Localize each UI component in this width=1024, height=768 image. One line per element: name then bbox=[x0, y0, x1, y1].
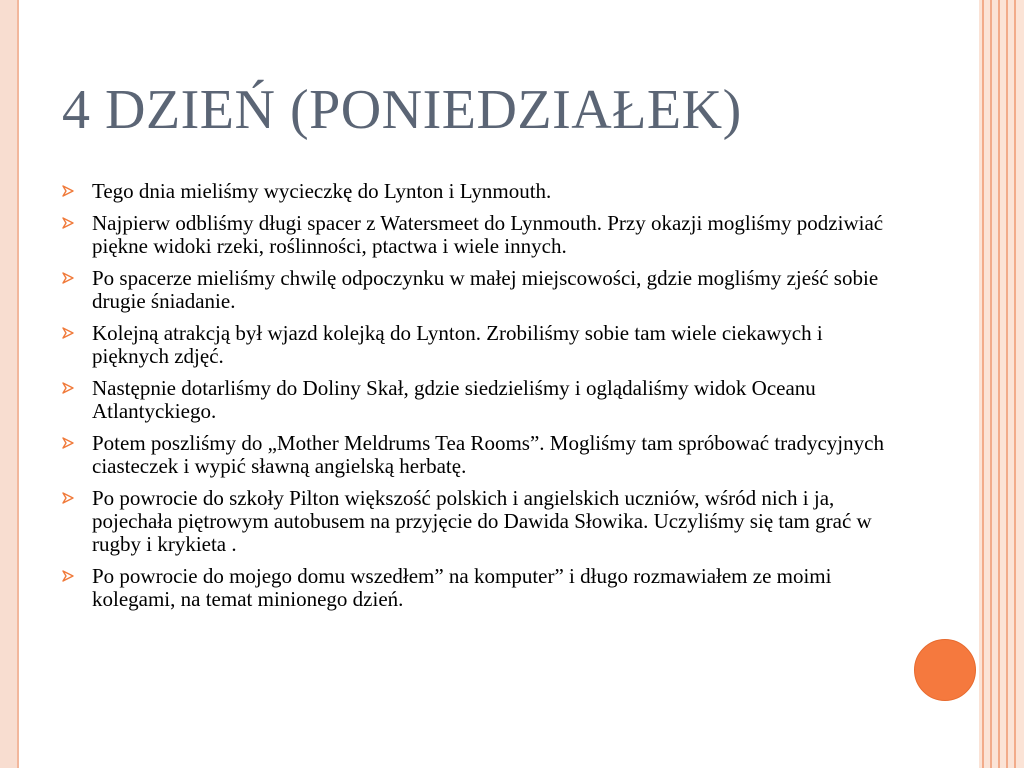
right-frame-stripe bbox=[982, 0, 984, 768]
arrowhead-bullet-icon bbox=[62, 217, 74, 229]
arrowhead-bullet-icon bbox=[62, 492, 74, 504]
right-frame-stripe bbox=[990, 0, 992, 768]
bullet-item bbox=[62, 565, 902, 611]
left-frame-line bbox=[17, 0, 19, 768]
arrowhead-bullet-icon bbox=[62, 570, 74, 582]
right-frame-band bbox=[979, 0, 1024, 768]
right-frame-stripe bbox=[1006, 0, 1008, 768]
bullet-text: Następnie dotarliśmy do Doliny Skał, gdzie siedzieliśmy i oglądaliśmy widok Oceanu Atlantyckiego. bbox=[92, 376, 816, 423]
arrowhead-bullet-icon bbox=[62, 382, 74, 394]
arrowhead-bullet-icon bbox=[62, 185, 74, 197]
bullet-text: Po powrocie do mojego domu wszedłem” na komputer” i długo rozmawiałem ze moimi kolegami, na temat minionego dzień. bbox=[92, 564, 832, 611]
decorative-circle bbox=[914, 639, 976, 701]
bullet-item bbox=[62, 212, 902, 258]
bullet-text: Tego dnia mieliśmy wycieczkę do Lynton i Lynmouth. bbox=[92, 179, 552, 203]
arrowhead-bullet-icon bbox=[62, 272, 74, 284]
bullet-item bbox=[62, 267, 902, 313]
bullet-item bbox=[62, 322, 902, 368]
bullet-item bbox=[62, 180, 902, 203]
bullet-text: Po spacerze mieliśmy chwilę odpoczynku w małej miejscowości, gdzie mogliśmy zjeść sobie drugie śniadanie. bbox=[92, 266, 879, 313]
slide-title: 4 DZIEŃ (PONIEDZIAŁEK) bbox=[62, 79, 742, 141]
bullet-item bbox=[62, 377, 902, 423]
right-frame-stripe bbox=[1014, 0, 1016, 768]
arrowhead-bullet-icon bbox=[62, 327, 74, 339]
left-frame-band bbox=[0, 0, 17, 768]
right-frame-stripe bbox=[998, 0, 1000, 768]
bullet-text: Kolejną atrakcją był wjazd kolejką do Lynton. Zrobiliśmy sobie tam wiele ciekawych i pięknych zdjęć. bbox=[92, 321, 823, 368]
bullet-text: Po powrocie do szkoły Pilton większość polskich i angielskich uczniów, wśród nich i ja, pojechała piętrowym autobusem na przyjęcie do Dawida Słowika. Uczyliśmy się tam grać w rugby i krykieta . bbox=[92, 486, 872, 556]
bullet-text: Najpierw odbliśmy długi spacer z Watersmeet do Lynmouth. Przy okazji mogliśmy podziwiać piękne widoki rzeki, roślinności, ptactwa i wiele innych. bbox=[92, 211, 884, 258]
bullet-item bbox=[62, 432, 902, 478]
bullet-list bbox=[62, 180, 902, 620]
bullet-text: Potem poszliśmy do „Mother Meldrums Tea Rooms”. Mogliśmy tam spróbować tradycyjnych ciasteczek i wypić sławną angielską herbatę. bbox=[92, 431, 884, 478]
bullet-item bbox=[62, 487, 902, 556]
arrowhead-bullet-icon bbox=[62, 437, 74, 449]
